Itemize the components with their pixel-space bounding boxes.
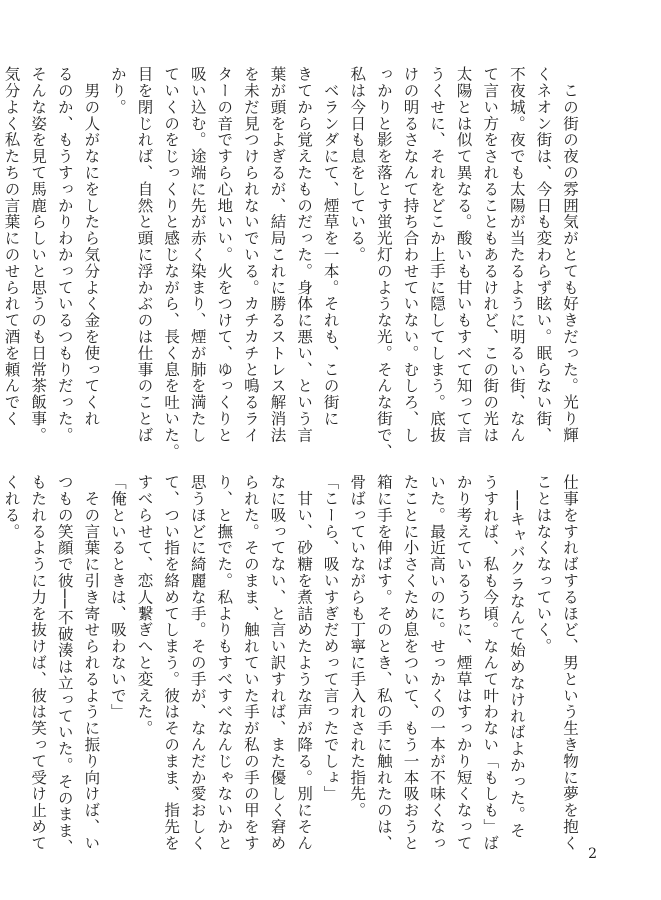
text-column: 気分よく私たちの言葉にのせられて酒を頼んでく (2, 66, 21, 427)
text-column: 吸い込む。途端に先が赤く染まり、煙が肺を満たし (188, 66, 207, 444)
text-block-bottom (2, 474, 583, 856)
text-column: いた。最近高いのに。せっかくの一本が不味くなっ (428, 474, 447, 852)
text-column: その言葉に引き寄せられるように振り向けば、い (82, 474, 101, 852)
text-column: 男の人がなにをしたら気分よく金を使ってくれ (82, 66, 101, 427)
text-column: 「俺といるときは、吸わないで」 (108, 474, 127, 720)
text-column: 骨ばっていながらも丁寧に手入れされた指先。 (348, 474, 367, 819)
text-column: 甘い、砂糖を煮詰めたような声が降る。別にそん (295, 474, 314, 852)
text-column: かり。 (108, 66, 127, 116)
text-column: すべらせて、恋人繋ぎへと変えた。 (135, 474, 154, 737)
text-column: うくせに、それをどこか上手に隠してしまう。底抜 (428, 66, 447, 444)
text-column: 不夜城。夜でも太陽が当たるように明るい街、なん (507, 66, 526, 444)
text-column: っかりと影を落とす蛍光灯のような光。そんな街で、 (374, 66, 393, 460)
text-column: 私は今日も息をしている。 (348, 66, 367, 263)
text-column: 目を閉じれば、自然と頭に浮かぶのは仕事のことば (135, 66, 154, 444)
text-column: 仕事をすればするほど、男という生き物に夢を抱く (561, 474, 579, 852)
text-column: るのか、もうすっかりわかっているつもりだった。 (55, 66, 74, 444)
text-column: ターの音ですら心地いい。火をつけて、ゆっくりと (215, 66, 234, 444)
text-column: ベランダにて、煙草を一本。それも、この街に (321, 66, 340, 427)
text-column: 「こーら、吸いすぎだめって言ったでしょ」 (321, 474, 340, 802)
page-number: 2 (588, 846, 597, 862)
text-column: くれる。 (2, 474, 21, 540)
text-column: この街の夜の雰囲気がとても好きだった。光り輝 (561, 66, 579, 444)
text-column: 葉が頭をよぎるが、結局これに勝るストレス解消法 (268, 66, 287, 444)
text-column: ていくのをじっくりと感じながら、長く息を吐いた。 (162, 66, 181, 460)
text-column: うすれば、私も今頃。なんて叶わない「もしも」ば (481, 474, 500, 852)
text-column: ──キャバクラなんて始めなければよかった。そ (507, 474, 526, 839)
text-column: ことはなくなっていく。 (534, 474, 553, 655)
text-column: つもの笑顔で彼──不破湊は立っていた。そのまま、 (55, 474, 74, 856)
text-column: くネオン街は、今日も変わらず眩い。眠らない街、 (534, 66, 553, 444)
text-column: たことに小さくため息をついて、もう一本吸おうと (401, 474, 420, 852)
text-column: きてから覚えたものだった。身体に悪い、という言 (295, 66, 314, 444)
text-column: 箱に手を伸ばす。そのとき、私の手に触れたのは、 (374, 474, 393, 852)
text-column: けの明るさなんて持ち合わせていない。むしろ、し (401, 66, 420, 444)
text-column: なに吸ってない、と言い訳すれば、また優しく窘め (268, 474, 287, 852)
text-column: そんな姿を見て馬鹿らしいと思うのも日常茶飯事。 (29, 66, 48, 444)
text-column: もたれるように力を抜けば、彼は笑って受け止めて (29, 474, 48, 852)
text-column: られた。そのまま、触れていた手が私の手の甲をす (241, 474, 260, 852)
text-column: て、つい指を絡めてしまう。彼はそのまま、指先を (162, 474, 181, 852)
text-column: 思うほどに綺麗な手。その手が、なんだか愛おしく (188, 474, 207, 852)
text-column: 太陽とは似て異なる。酸いも甘いもすべて知って言 (454, 66, 473, 444)
text-block-top (2, 66, 583, 460)
text-column: て言い方をされることもあるけれど、この街の光は (481, 66, 500, 444)
text-column: かり考えているうちに、煙草はすっかり短くなって (454, 474, 473, 852)
text-column: を未だ見つけられないでいる。カチカチと鳴るライ (241, 66, 260, 444)
text-column: り、と撫でた。私よりもすべすべなんじゃないかと (215, 474, 234, 852)
